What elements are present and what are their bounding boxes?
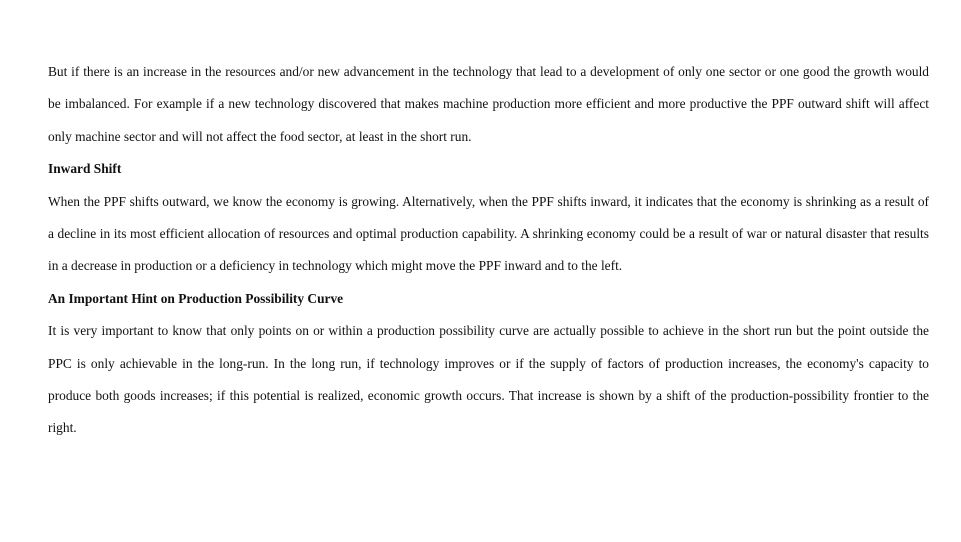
heading-important-hint: An Important Hint on Production Possibility Curve xyxy=(48,290,344,306)
document-body xyxy=(48,56,929,445)
paragraph-important-hint: It is very important to know that only points on or within a production possibility curve are actually possible to achieve in the short run but the point outside the PPC is only achievable in the long-run. In the long run, if technology improves or if the supply of factors of production increases, the economy's capacity to produce both goods increases; if this potential is realized, economic growth occurs. That increase is shown by a shift of the production-possibility frontier to the right. xyxy=(48,323,929,436)
heading-inward-shift: Inward Shift xyxy=(48,161,122,177)
paragraph-imbalanced-growth: But if there is an increase in the resources and/or new advancement in the technology that lead to a development of only one sector or one good the growth would be imbalanced. For example if a new technology discovered that makes machine production more efficient and more productive the PPF outward shift will affect only machine sector and will not affect the food sector, at least in the short run. xyxy=(48,64,929,144)
paragraph-inward-shift: When the PPF shifts outward, we know the economy is growing. Alternatively, when the PPF shifts inward, it indicates that the economy is shrinking as a result of a decline in its most efficient allocation of resources and optimal production capability. A shrinking economy could be a result of war or natural disaster that results in a decrease in production or a deficiency in technology which might move the PPF inward and to the left. xyxy=(48,193,929,274)
